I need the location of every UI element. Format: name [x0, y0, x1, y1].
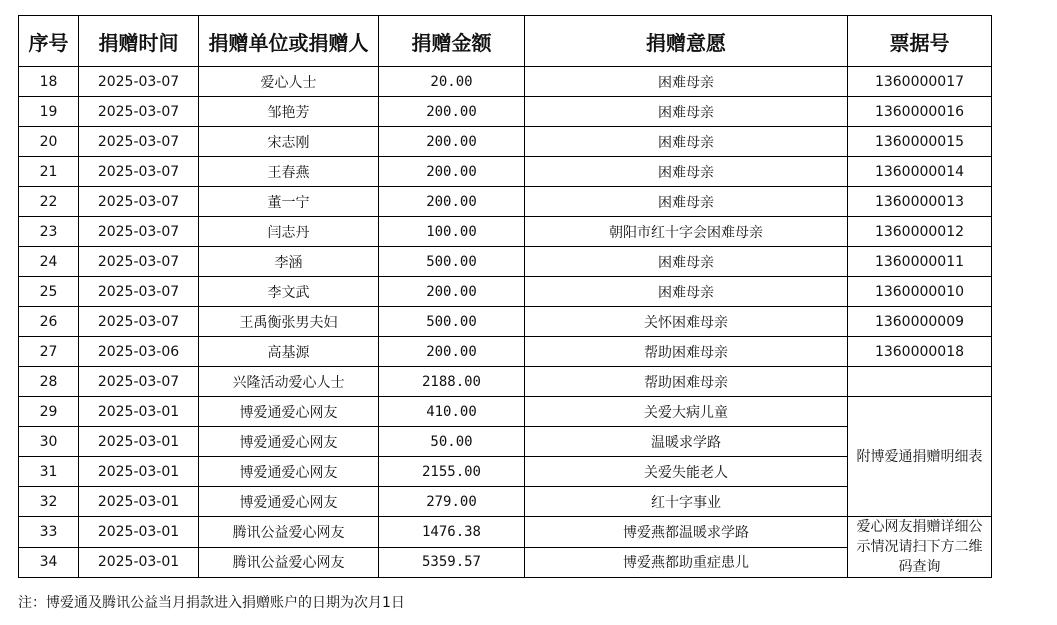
- header-amount: 捐赠金额: [379, 16, 525, 67]
- cell-purpose: 关爱大病儿童: [525, 397, 848, 427]
- cell-donor: 博爱通爱心网友: [199, 487, 379, 517]
- cell-date: 2025-03-01: [79, 427, 199, 457]
- cell-amount: 279.00: [379, 487, 525, 517]
- table-row: [19, 187, 992, 217]
- table-row: [19, 127, 992, 157]
- cell-no: 28: [19, 367, 79, 397]
- table-row: [19, 367, 992, 397]
- cell-no: 29: [19, 397, 79, 427]
- cell-date: 2025-03-01: [79, 457, 199, 487]
- cell-purpose: 困难母亲: [525, 127, 848, 157]
- cell-receipt: 1360000011: [848, 247, 992, 277]
- merged-note-tencent: 爱心网友捐赠详细公示情况请扫下方二维码查询: [848, 517, 992, 578]
- cell-purpose: 困难母亲: [525, 277, 848, 307]
- cell-receipt: 1360000013: [848, 187, 992, 217]
- table-row: [19, 457, 992, 487]
- cell-receipt: 1360000009: [848, 307, 992, 337]
- cell-purpose: 博爱燕都温暖求学路: [525, 517, 848, 548]
- cell-purpose: 帮助困难母亲: [525, 337, 848, 367]
- cell-amount: 500.00: [379, 247, 525, 277]
- cell-receipt: 1360000010: [848, 277, 992, 307]
- cell-date: 2025-03-07: [79, 217, 199, 247]
- cell-date: 2025-03-07: [79, 277, 199, 307]
- cell-date: 2025-03-01: [79, 547, 199, 578]
- cell-donor: 董一宁: [199, 187, 379, 217]
- donation-table: [18, 15, 992, 578]
- cell-purpose: 关怀困难母亲: [525, 307, 848, 337]
- cell-date: 2025-03-07: [79, 67, 199, 97]
- table-header-row: [19, 16, 992, 67]
- merged-note-boaitong: 附博爱通捐赠明细表: [848, 397, 992, 517]
- cell-purpose: 困难母亲: [525, 67, 848, 97]
- cell-no: 34: [19, 547, 79, 578]
- cell-no: 21: [19, 157, 79, 187]
- cell-date: 2025-03-01: [79, 487, 199, 517]
- cell-amount: 1476.38: [379, 517, 525, 548]
- cell-receipt: 1360000012: [848, 217, 992, 247]
- cell-amount: 200.00: [379, 97, 525, 127]
- cell-amount: 500.00: [379, 307, 525, 337]
- cell-donor: 博爱通爱心网友: [199, 397, 379, 427]
- table-row: [19, 217, 992, 247]
- cell-donor: 高基源: [199, 337, 379, 367]
- table-row: [19, 247, 992, 277]
- cell-no: 23: [19, 217, 79, 247]
- cell-purpose: 帮助困难母亲: [525, 367, 848, 397]
- cell-no: 25: [19, 277, 79, 307]
- table-row: [19, 487, 992, 517]
- cell-receipt: 1360000018: [848, 337, 992, 367]
- header-receipt: 票据号: [848, 16, 992, 67]
- cell-purpose: 关爱失能老人: [525, 457, 848, 487]
- cell-amount: 50.00: [379, 427, 525, 457]
- table-row: [19, 157, 992, 187]
- cell-no: 24: [19, 247, 79, 277]
- cell-purpose: 困难母亲: [525, 247, 848, 277]
- cell-date: 2025-03-07: [79, 307, 199, 337]
- cell-amount: 200.00: [379, 277, 525, 307]
- cell-donor: 王春燕: [199, 157, 379, 187]
- cell-no: 32: [19, 487, 79, 517]
- cell-amount: 2155.00: [379, 457, 525, 487]
- cell-amount: 200.00: [379, 187, 525, 217]
- cell-no: 22: [19, 187, 79, 217]
- cell-purpose: 困难母亲: [525, 187, 848, 217]
- header-purpose: 捐赠意愿: [525, 16, 848, 67]
- table-row: [19, 277, 992, 307]
- header-donor: 捐赠单位或捐赠人: [199, 16, 379, 67]
- cell-donor: 腾讯公益爱心网友: [199, 547, 379, 578]
- cell-amount: 100.00: [379, 217, 525, 247]
- footnote: 注：博爱通及腾讯公益当月捐款进入捐赠账户的日期为次月1日: [18, 595, 405, 611]
- table-row: [19, 97, 992, 127]
- cell-purpose: 困难母亲: [525, 157, 848, 187]
- header-no: 序号: [19, 16, 79, 67]
- cell-donor: 李涵: [199, 247, 379, 277]
- table-row: [19, 517, 992, 548]
- cell-donor: 王禹衡张男夫妇: [199, 307, 379, 337]
- cell-donor: 腾讯公益爱心网友: [199, 517, 379, 548]
- cell-amount: 410.00: [379, 397, 525, 427]
- cell-no: 31: [19, 457, 79, 487]
- cell-donor: 爱心人士: [199, 67, 379, 97]
- cell-amount: 20.00: [379, 67, 525, 97]
- cell-receipt: [848, 367, 992, 397]
- cell-purpose: 朝阳市红十字会困难母亲: [525, 217, 848, 247]
- cell-donor: 宋志刚: [199, 127, 379, 157]
- cell-receipt: 1360000015: [848, 127, 992, 157]
- cell-date: 2025-03-07: [79, 157, 199, 187]
- cell-date: 2025-03-07: [79, 367, 199, 397]
- cell-donor: 闫志丹: [199, 217, 379, 247]
- cell-no: 30: [19, 427, 79, 457]
- cell-date: 2025-03-01: [79, 397, 199, 427]
- cell-receipt: 1360000017: [848, 67, 992, 97]
- cell-amount: 2188.00: [379, 367, 525, 397]
- cell-receipt: 1360000014: [848, 157, 992, 187]
- cell-date: 2025-03-07: [79, 187, 199, 217]
- cell-amount: 200.00: [379, 157, 525, 187]
- cell-donor: 博爱通爱心网友: [199, 427, 379, 457]
- cell-date: 2025-03-06: [79, 337, 199, 367]
- cell-no: 27: [19, 337, 79, 367]
- cell-receipt: 1360000016: [848, 97, 992, 127]
- cell-amount: 5359.57: [379, 547, 525, 578]
- cell-donor: 李文武: [199, 277, 379, 307]
- cell-no: 18: [19, 67, 79, 97]
- table-row: [19, 307, 992, 337]
- cell-date: 2025-03-07: [79, 97, 199, 127]
- cell-no: 33: [19, 517, 79, 548]
- cell-amount: 200.00: [379, 127, 525, 157]
- cell-amount: 200.00: [379, 337, 525, 367]
- cell-donor: 博爱通爱心网友: [199, 457, 379, 487]
- cell-donor: 邹艳芳: [199, 97, 379, 127]
- table-row: [19, 337, 992, 367]
- cell-date: 2025-03-01: [79, 517, 199, 548]
- cell-no: 19: [19, 97, 79, 127]
- cell-purpose: 红十字事业: [525, 487, 848, 517]
- table-row: [19, 67, 992, 97]
- cell-date: 2025-03-07: [79, 247, 199, 277]
- cell-purpose: 温暖求学路: [525, 427, 848, 457]
- cell-purpose: 困难母亲: [525, 97, 848, 127]
- table-row: [19, 397, 992, 427]
- header-date: 捐赠时间: [79, 16, 199, 67]
- cell-donor: 兴隆活动爱心人士: [199, 367, 379, 397]
- table-row: [19, 547, 992, 578]
- table-row: [19, 427, 992, 457]
- cell-purpose: 博爱燕都助重症患儿: [525, 547, 848, 578]
- cell-date: 2025-03-07: [79, 127, 199, 157]
- cell-no: 20: [19, 127, 79, 157]
- cell-no: 26: [19, 307, 79, 337]
